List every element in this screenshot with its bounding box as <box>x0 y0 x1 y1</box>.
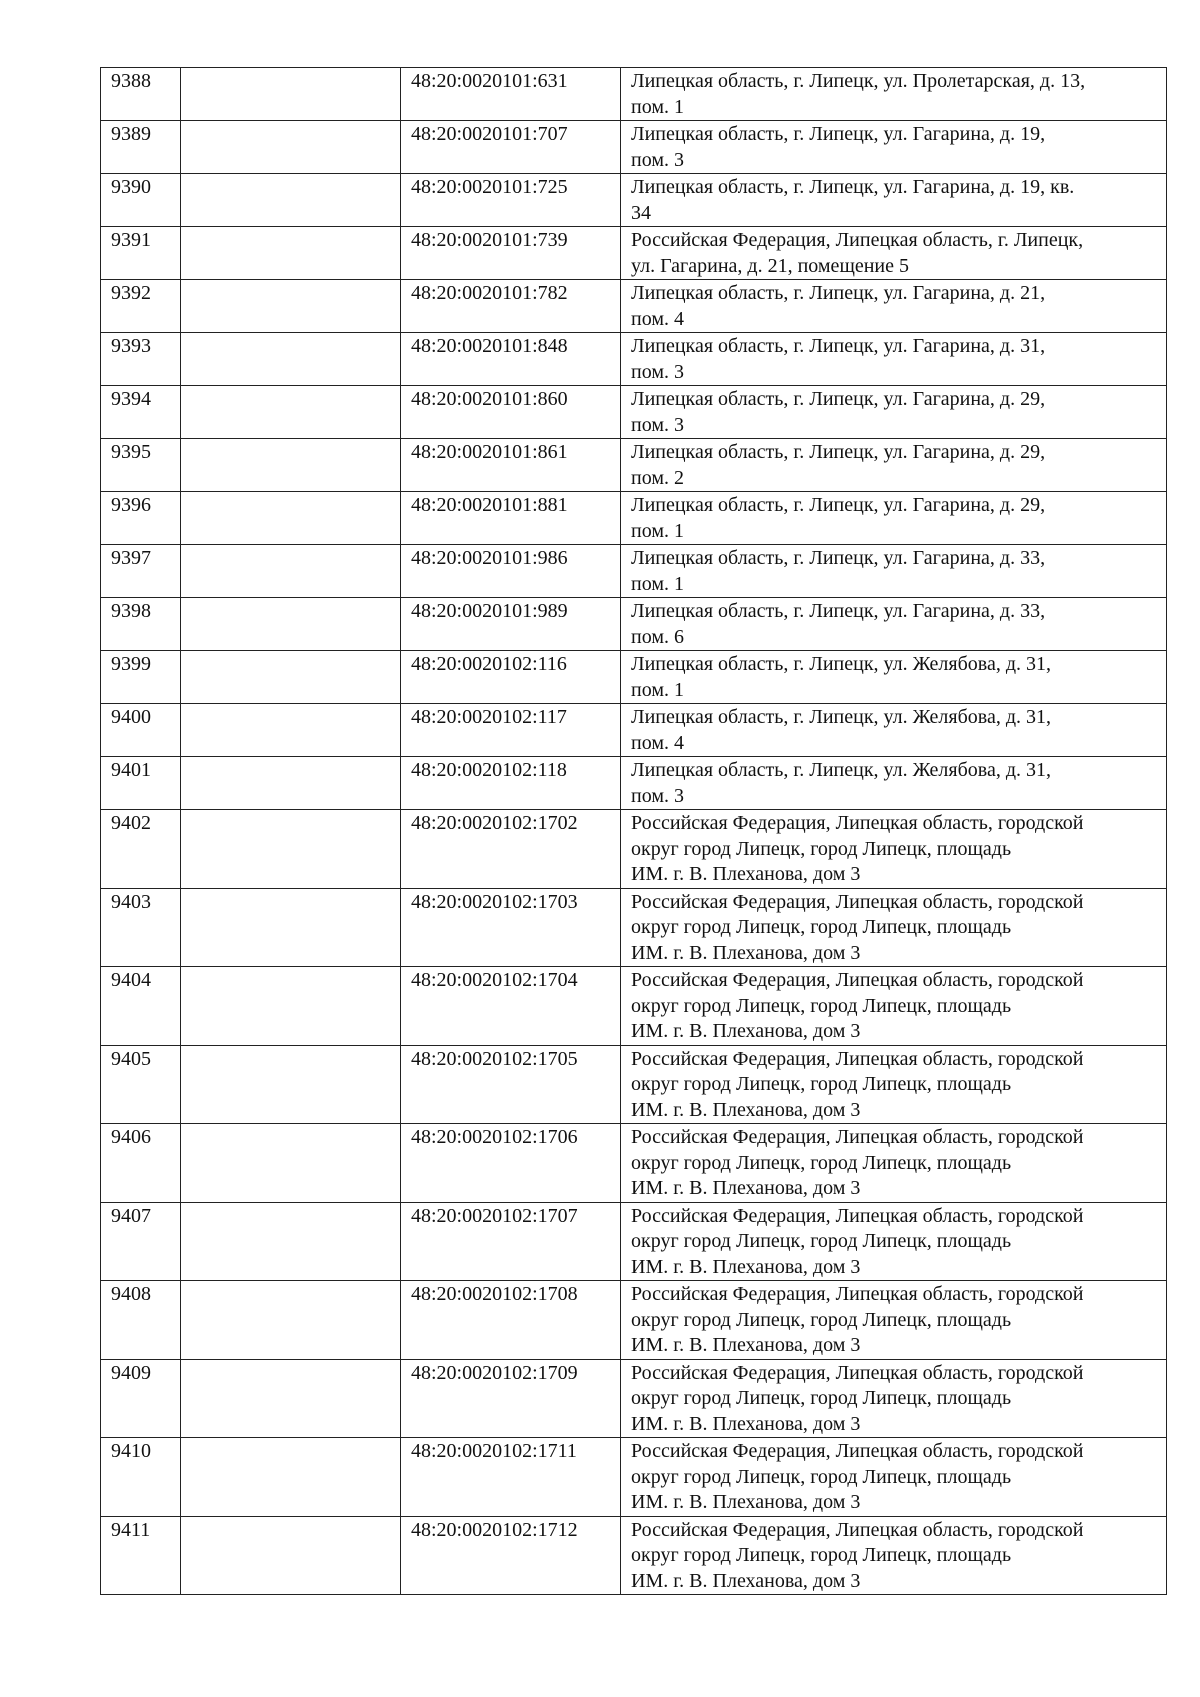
address-line: ИМ. г. В. Плеханова, дом 3 <box>631 1334 861 1356</box>
table-row <box>101 121 1167 174</box>
row-number-cell: 9389 <box>101 121 181 174</box>
address-line: ИМ. г. В. Плеханова, дом 3 <box>631 1098 861 1121</box>
cadastral-number-cell: 48:20:0020101:707 <box>401 121 621 174</box>
address-line: Российская Федерация, Липецкая область, городской <box>631 1440 1084 1462</box>
table-row <box>101 1359 1167 1438</box>
address-line: округ город Липецк, город Липецк, площадь <box>631 1151 1012 1174</box>
cadastral-number-cell: 48:20:0020101:739 <box>401 227 621 280</box>
address-cell <box>621 227 1167 280</box>
address-line: 34 <box>631 201 651 224</box>
table-row <box>101 333 1167 386</box>
address-line: пом. 3 <box>631 360 684 383</box>
address-line: Липецкая область, г. Липецк, ул. Желябова, д. 31, <box>631 706 1051 728</box>
empty-cell <box>181 1359 401 1438</box>
cadastral-number-cell: 48:20:0020101:881 <box>401 492 621 545</box>
address-line: пом. 1 <box>631 572 684 595</box>
empty-cell <box>181 386 401 439</box>
empty-cell <box>181 888 401 967</box>
address-line: Российская Федерация, Липецкая область, городской <box>631 969 1084 991</box>
address-cell <box>621 651 1167 704</box>
row-number-cell: 9388 <box>101 68 181 121</box>
cadastral-number-cell: 48:20:0020101:860 <box>401 386 621 439</box>
table-row <box>101 1202 1167 1281</box>
address-line: Российская Федерация, Липецкая область, городской <box>631 1047 1084 1070</box>
table-row <box>101 439 1167 492</box>
row-number-cell: 9392 <box>101 280 181 333</box>
address-line: пом. 6 <box>631 625 684 648</box>
table-body <box>101 68 1167 1595</box>
address-line: ИМ. г. В. Плеханова, дом 3 <box>631 863 861 885</box>
table-row <box>101 174 1167 227</box>
address-line: округ город Липецк, город Липецк, площадь <box>631 1073 1012 1095</box>
empty-cell <box>181 598 401 651</box>
empty-cell <box>181 967 401 1046</box>
address-line: Липецкая область, г. Липецк, ул. Пролетарская, д. 13, <box>631 70 1086 92</box>
address-cell <box>621 1516 1167 1595</box>
cadastral-number-cell: 48:20:0020101:986 <box>401 545 621 598</box>
cadastral-number-cell: 48:20:0020101:631 <box>401 68 621 121</box>
address-cell <box>621 333 1167 386</box>
address-line: ИМ. г. В. Плеханова, дом 3 <box>631 1491 861 1513</box>
cadastral-number-cell: 48:20:0020101:725 <box>401 174 621 227</box>
address-line: Липецкая область, г. Липецк, ул. Гагарина, д. 21, <box>631 282 1046 304</box>
address-line: Липецкая область, г. Липецк, ул. Гагарина, д. 19, кв. <box>631 176 1075 198</box>
row-number-cell: 9407 <box>101 1202 181 1281</box>
address-line: Липецкая область, г. Липецк, ул. Желябова, д. 31, <box>631 653 1051 675</box>
empty-cell <box>181 492 401 545</box>
address-line: пом. 4 <box>631 307 684 330</box>
address-line: Липецкая область, г. Липецк, ул. Гагарина, д. 33, <box>631 600 1046 622</box>
address-cell <box>621 68 1167 121</box>
cadastral-number-cell: 48:20:0020101:861 <box>401 439 621 492</box>
address-line: округ город Липецк, город Липецк, площадь <box>631 916 1012 938</box>
empty-cell <box>181 545 401 598</box>
address-cell <box>621 1124 1167 1203</box>
empty-cell <box>181 810 401 889</box>
address-line: округ город Липецк, город Липецк, площадь <box>631 1308 1012 1331</box>
table-row <box>101 1438 1167 1517</box>
address-line: Российская Федерация, Липецкая область, городской <box>631 1126 1084 1148</box>
address-line: ИМ. г. В. Плеханова, дом 3 <box>631 1177 861 1199</box>
empty-cell <box>181 704 401 757</box>
table-row <box>101 888 1167 967</box>
empty-cell <box>181 280 401 333</box>
address-line: ИМ. г. В. Плеханова, дом 3 <box>631 1020 861 1042</box>
row-number-cell: 9394 <box>101 386 181 439</box>
cadastral-number-cell: 48:20:0020102:117 <box>401 704 621 757</box>
address-line: Российская Федерация, Липецкая область, городской <box>631 890 1084 913</box>
address-line: Российская Федерация, Липецкая область, городской <box>631 1518 1084 1541</box>
address-line: округ город Липецк, город Липецк, площадь <box>631 1387 1012 1409</box>
address-cell <box>621 888 1167 967</box>
address-cell <box>621 1281 1167 1360</box>
table-row <box>101 1281 1167 1360</box>
table-row <box>101 967 1167 1046</box>
empty-cell <box>181 121 401 174</box>
address-cell <box>621 757 1167 810</box>
address-line: Липецкая область, г. Липецк, ул. Гагарина, д. 33, <box>631 547 1046 569</box>
row-number-cell: 9397 <box>101 545 181 598</box>
empty-cell <box>181 1516 401 1595</box>
address-cell <box>621 121 1167 174</box>
empty-cell <box>181 1281 401 1360</box>
address-cell <box>621 1359 1167 1438</box>
cadastral-number-cell: 48:20:0020101:782 <box>401 280 621 333</box>
address-line: пом. 3 <box>631 148 684 171</box>
empty-cell <box>181 439 401 492</box>
cadastral-number-cell: 48:20:0020102:118 <box>401 757 621 810</box>
row-number-cell: 9405 <box>101 1045 181 1124</box>
address-line: пом. 1 <box>631 678 684 701</box>
cadastral-number-cell: 48:20:0020102:1707 <box>401 1202 621 1281</box>
empty-cell <box>181 227 401 280</box>
cadastral-number-cell: 48:20:0020102:1709 <box>401 1359 621 1438</box>
cadastral-number-cell: 48:20:0020101:989 <box>401 598 621 651</box>
cadastral-number-cell: 48:20:0020101:848 <box>401 333 621 386</box>
address-line: Липецкая область, г. Липецк, ул. Гагарина, д. 29, <box>631 388 1046 410</box>
address-line: округ город Липецк, город Липецк, площадь <box>631 1544 1012 1566</box>
row-number-cell: 9391 <box>101 227 181 280</box>
cadastral-number-cell: 48:20:0020102:1706 <box>401 1124 621 1203</box>
address-line: ИМ. г. В. Плеханова, дом 3 <box>631 1569 861 1592</box>
address-line: округ город Липецк, город Липецк, площадь <box>631 1230 1012 1252</box>
empty-cell <box>181 1045 401 1124</box>
empty-cell <box>181 757 401 810</box>
row-number-cell: 9400 <box>101 704 181 757</box>
cadastral-number-cell: 48:20:0020102:1703 <box>401 888 621 967</box>
table-row <box>101 1124 1167 1203</box>
table-row <box>101 386 1167 439</box>
row-number-cell: 9408 <box>101 1281 181 1360</box>
empty-cell <box>181 68 401 121</box>
table-row <box>101 757 1167 810</box>
address-cell <box>621 598 1167 651</box>
row-number-cell: 9398 <box>101 598 181 651</box>
address-line: пом. 1 <box>631 519 684 542</box>
address-cell <box>621 545 1167 598</box>
address-cell <box>621 492 1167 545</box>
address-line: Российская Федерация, Липецкая область, городской <box>631 1204 1084 1227</box>
address-line: Российская Федерация, Липецкая область, городской <box>631 1361 1084 1384</box>
empty-cell <box>181 1202 401 1281</box>
row-number-cell: 9403 <box>101 888 181 967</box>
address-line: ИМ. г. В. Плеханова, дом 3 <box>631 1255 861 1278</box>
table-row <box>101 280 1167 333</box>
address-line: Липецкая область, г. Липецк, ул. Гагарина, д. 31, <box>631 335 1046 357</box>
row-number-cell: 9402 <box>101 810 181 889</box>
table-row <box>101 1516 1167 1595</box>
row-number-cell: 9404 <box>101 967 181 1046</box>
row-number-cell: 9410 <box>101 1438 181 1517</box>
address-line: пом. 4 <box>631 731 684 754</box>
cadastral-number-cell: 48:20:0020102:1711 <box>401 1438 621 1517</box>
empty-cell <box>181 333 401 386</box>
address-cell <box>621 810 1167 889</box>
address-line: Липецкая область, г. Липецк, ул. Гагарина, д. 29, <box>631 494 1046 516</box>
address-cell <box>621 1202 1167 1281</box>
table-row <box>101 704 1167 757</box>
address-cell <box>621 174 1167 227</box>
empty-cell <box>181 1438 401 1517</box>
address-line: пом. 1 <box>631 95 684 118</box>
address-line: ул. Гагарина, д. 21, помещение 5 <box>631 254 909 277</box>
table-row <box>101 227 1167 280</box>
address-cell <box>621 1045 1167 1124</box>
table-row <box>101 1045 1167 1124</box>
address-line: округ город Липецк, город Липецк, площадь <box>631 1465 1012 1488</box>
address-line: пом. 3 <box>631 784 684 807</box>
address-cell <box>621 704 1167 757</box>
address-line: Российская Федерация, Липецкая область, г. Липецк, <box>631 229 1084 251</box>
address-line: Липецкая область, г. Липецк, ул. Желябова, д. 31, <box>631 759 1051 781</box>
empty-cell <box>181 174 401 227</box>
address-cell <box>621 386 1167 439</box>
cadastral-number-cell: 48:20:0020102:1712 <box>401 1516 621 1595</box>
address-cell <box>621 439 1167 492</box>
row-number-cell: 9409 <box>101 1359 181 1438</box>
address-line: пом. 2 <box>631 466 684 489</box>
empty-cell <box>181 651 401 704</box>
address-line: Российская Федерация, Липецкая область, городской <box>631 1283 1084 1305</box>
table-row <box>101 68 1167 121</box>
row-number-cell: 9411 <box>101 1516 181 1595</box>
table-row <box>101 492 1167 545</box>
row-number-cell: 9395 <box>101 439 181 492</box>
address-line: ИМ. г. В. Плеханова, дом 3 <box>631 941 861 964</box>
row-number-cell: 9393 <box>101 333 181 386</box>
address-line: Липецкая область, г. Липецк, ул. Гагарина, д. 19, <box>631 123 1046 145</box>
cadastral-number-cell: 48:20:0020102:1702 <box>401 810 621 889</box>
table-row <box>101 545 1167 598</box>
address-line: Липецкая область, г. Липецк, ул. Гагарина, д. 29, <box>631 441 1046 463</box>
registry-table <box>100 67 1167 1595</box>
cadastral-number-cell: 48:20:0020102:116 <box>401 651 621 704</box>
table-row <box>101 651 1167 704</box>
row-number-cell: 9390 <box>101 174 181 227</box>
address-line: Российская Федерация, Липецкая область, городской <box>631 812 1084 834</box>
address-cell <box>621 1438 1167 1517</box>
row-number-cell: 9396 <box>101 492 181 545</box>
address-cell <box>621 280 1167 333</box>
address-line: округ город Липецк, город Липецк, площадь <box>631 994 1012 1017</box>
row-number-cell: 9401 <box>101 757 181 810</box>
table-row <box>101 598 1167 651</box>
address-line: округ город Липецк, город Липецк, площадь <box>631 837 1012 860</box>
row-number-cell: 9406 <box>101 1124 181 1203</box>
address-cell <box>621 967 1167 1046</box>
cadastral-number-cell: 48:20:0020102:1705 <box>401 1045 621 1124</box>
address-line: пом. 3 <box>631 413 684 436</box>
table-row <box>101 810 1167 889</box>
address-line: ИМ. г. В. Плеханова, дом 3 <box>631 1412 861 1435</box>
empty-cell <box>181 1124 401 1203</box>
cadastral-number-cell: 48:20:0020102:1708 <box>401 1281 621 1360</box>
row-number-cell: 9399 <box>101 651 181 704</box>
cadastral-number-cell: 48:20:0020102:1704 <box>401 967 621 1046</box>
